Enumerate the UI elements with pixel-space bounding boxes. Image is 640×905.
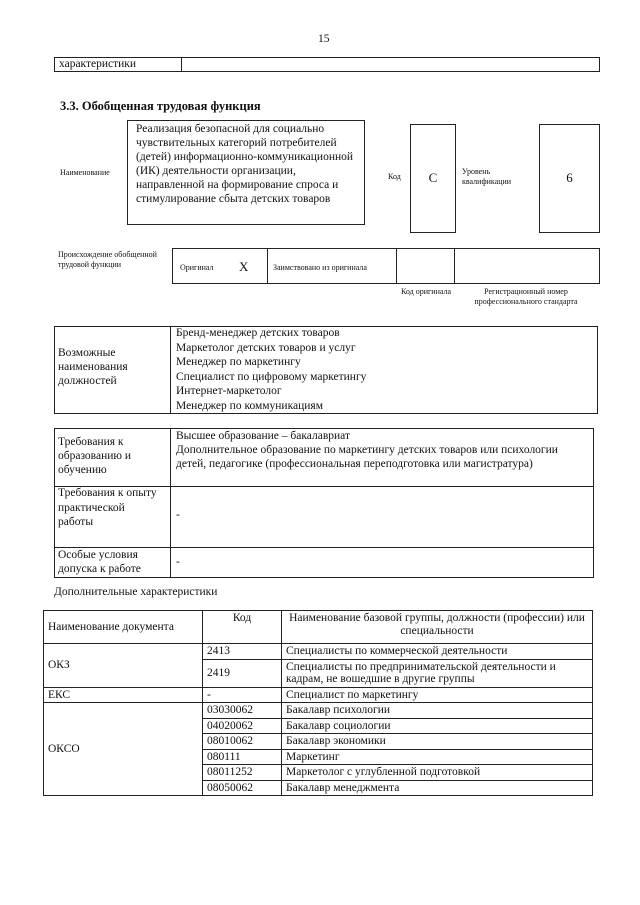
code-cell: 2413 xyxy=(203,644,282,660)
position-item: Менеджер по маркетингу xyxy=(176,356,301,369)
header-doc: Наименование документа xyxy=(44,611,203,644)
name-cell: Бакалавр менеджмента xyxy=(282,780,593,796)
position-item: Менеджер по коммуникациям xyxy=(176,399,323,412)
name-cell: Специалисты по коммерческой деятельности xyxy=(282,644,593,660)
requirements-block xyxy=(54,428,594,578)
req-education-line: Дополнительное образование по маркетингу детских товаров или психологии детей, педагогике (профессиональная переподготовка или магистратура) xyxy=(176,444,558,470)
name-label: Наименование xyxy=(60,168,110,177)
name-value: Реализация безопасной для социально чувствительных категорий потребителей (детей) информационно-коммуникационной (ИК) деятельности организации, направленной на формирование спроса и стимулирование сбыта детских товаров xyxy=(127,120,365,225)
req-access-label: Особые условия допуска к работе xyxy=(58,549,141,575)
code-cell: 08050062 xyxy=(203,780,282,796)
origin-row xyxy=(172,248,600,284)
name-cell: Бакалавр психологии xyxy=(282,703,593,719)
doc-okso: ОКСО xyxy=(44,703,203,796)
position-item: Специалист по цифровому маркетингу xyxy=(176,370,367,383)
code-cell: 03030062 xyxy=(203,703,282,719)
code-value: C xyxy=(428,170,438,185)
req-education-line: Высшее образование – бакалавриат xyxy=(176,430,350,442)
name-cell: Специалисты по предпринимательской деятельности и кадрам, не вошедшие в другие группы xyxy=(282,659,593,687)
level-box xyxy=(539,124,600,233)
page-number: 15 xyxy=(318,33,330,45)
header-name: Наименование базовой группы, должности (профессии) или специальности xyxy=(282,611,593,644)
req-access-value: - xyxy=(176,556,180,568)
code-cell: 08010062 xyxy=(203,734,282,750)
top-row-label: характеристики xyxy=(55,58,182,72)
code-cell: 08011252 xyxy=(203,765,282,781)
req-education-value xyxy=(176,429,586,471)
doc-eks: ЕКС xyxy=(44,687,203,703)
doc-okz: ОКЗ xyxy=(44,644,203,688)
top-row-value xyxy=(182,58,600,72)
positions-label: Возможные наименования должностей xyxy=(58,347,128,387)
positions-block xyxy=(54,326,598,414)
extra-table xyxy=(43,610,593,796)
position-item: Маркетолог детских товаров и услуг xyxy=(176,341,356,354)
name-cell: Маркетинг xyxy=(282,749,593,765)
position-item: Бренд-менеджер детских товаров xyxy=(176,327,340,339)
name-cell: Бакалавр экономики xyxy=(282,734,593,750)
req-experience-label: Требования к опыту практической работы xyxy=(58,487,157,528)
original-mark: X xyxy=(239,259,249,274)
positions-list xyxy=(176,326,366,414)
code-caption: Код оригинала xyxy=(400,287,452,296)
original-label: Оригинал xyxy=(180,263,214,272)
extra-title: Дополнительные характеристики xyxy=(54,586,218,598)
borrowed-label: Заимствовано из оригинала xyxy=(273,263,367,272)
code-cell: 2419 xyxy=(203,659,282,687)
top-row-table xyxy=(54,57,600,72)
req-education-label: Требования к образованию и обучению xyxy=(58,436,131,476)
code-box xyxy=(410,124,456,233)
level-value: 6 xyxy=(566,170,573,185)
code-cell: 080111 xyxy=(203,749,282,765)
name-cell: Маркетолог с углубленной подготовкой xyxy=(282,765,593,781)
code-cell: - xyxy=(203,687,282,703)
name-cell: Бакалавр социологии xyxy=(282,718,593,734)
code-cell: 04020062 xyxy=(203,718,282,734)
req-experience-value: - xyxy=(176,509,180,521)
code-label: Код xyxy=(388,172,401,181)
section-title: 3.3. Обобщенная трудовая функция xyxy=(60,99,261,113)
header-code: Код xyxy=(203,611,282,644)
level-label: Уровень квалификации xyxy=(462,167,512,186)
reg-caption: Регистрационный номер профессионального стандарта xyxy=(474,287,578,306)
name-cell: Специалист по маркетингу xyxy=(282,687,593,703)
position-item: Интернет-маркетолог xyxy=(176,385,282,398)
origin-label: Происхождение обобщенной трудовой функции xyxy=(58,250,157,269)
